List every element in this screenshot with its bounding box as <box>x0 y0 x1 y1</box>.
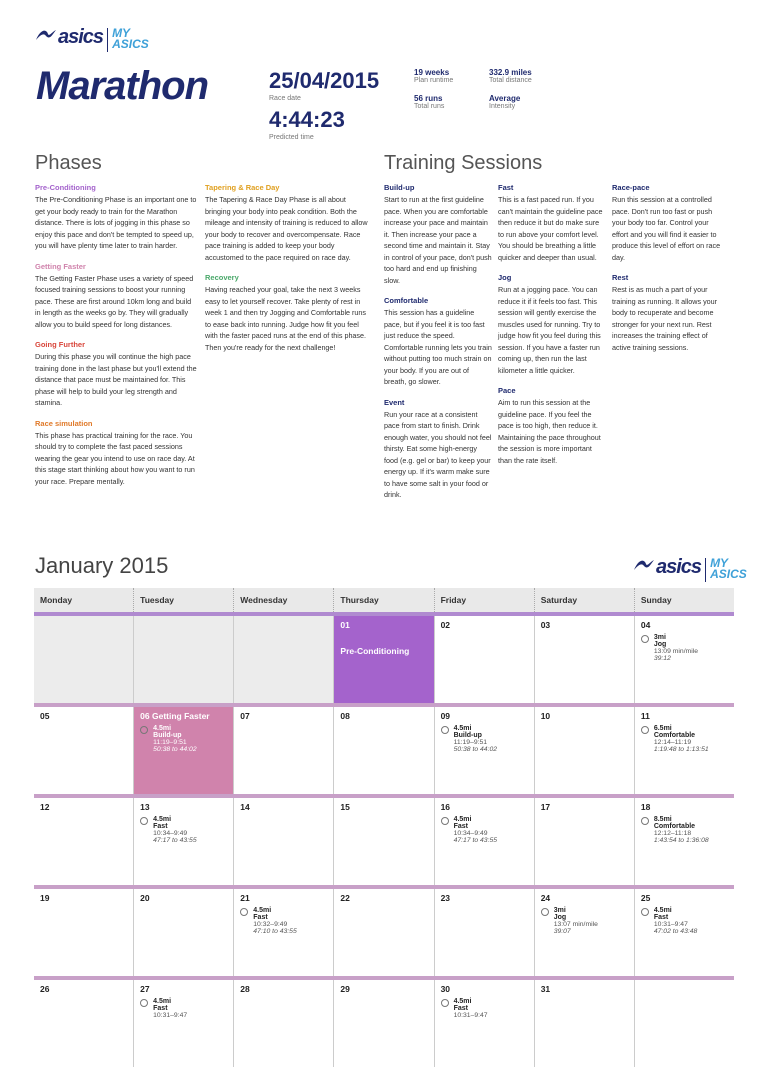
training-sessions-heading: Training Sessions <box>384 152 543 174</box>
day-number: 23 <box>440 893 451 903</box>
calendar-week <box>34 885 734 976</box>
phase-label: Getting Faster <box>151 711 210 721</box>
calendar-empty-cell <box>133 616 233 703</box>
day-number: 28 <box>240 984 250 994</box>
section-body: The Getting Faster Phase uses a variety of speed focused training sessions to boost your running pace. These are first around 10km long and build in length as the weeks go by. They will gradually allow you to build speed for long distances. <box>35 273 194 329</box>
section-body: Run your race at a consistent pace from start to finish. Drink enough water, you should not feel thirsty. Eat some high-energy food (e.g. gel or bar) to keep your energy up. If it's warm make sure to have some salt in your food or drink. <box>384 409 492 499</box>
calendar-day[interactable] <box>233 707 333 794</box>
training-column-3 <box>612 183 724 363</box>
predicted-time: 4:44:23 <box>269 107 345 132</box>
session-pace: 12:14–11:19 <box>653 739 692 746</box>
calendar-day[interactable] <box>634 798 734 885</box>
session-distance: 3mi <box>553 907 566 914</box>
calendar-week <box>34 794 734 885</box>
stat-total-runs: 56 runs Total runs <box>414 94 445 110</box>
weekday-monday: Monday <box>40 595 73 605</box>
section-body: This is a fast paced run. If you can't maintain the guideline pace then reduce it but do make sure to run above your comfort level. You should be breathing a little quicker and deeper than usual. <box>498 195 603 262</box>
section-title: Pre-Conditioning <box>35 183 96 192</box>
calendar-day[interactable] <box>233 889 333 976</box>
day-number: 31 <box>540 984 551 994</box>
asics-stripes-icon <box>34 28 58 42</box>
session-pace: 10:34–9:49 <box>453 830 488 837</box>
day-number: 04 <box>640 620 651 630</box>
session-time: 47:02 to 43:48 <box>653 928 698 935</box>
asics-stripes-icon <box>632 558 656 572</box>
session-distance: 4.5mi <box>253 907 272 914</box>
calendar-grid <box>34 588 734 1067</box>
section-title: Event <box>384 397 405 407</box>
calendar-day[interactable] <box>634 707 734 794</box>
weekday-friday: Friday <box>434 588 534 612</box>
section-title: Tapering & Race Day <box>205 183 280 192</box>
completion-checkbox-icon[interactable] <box>140 999 148 1007</box>
race-date-label: Race date <box>269 95 301 102</box>
session-type: Fast <box>453 823 468 830</box>
calendar-day[interactable] <box>534 707 634 794</box>
race-date-block <box>269 68 379 102</box>
day-number: 08 <box>340 711 350 721</box>
day-number: 19 <box>40 893 50 903</box>
section-body: Having reached your goal, take the next 3 weeks easy to let yourself recover. Take plenty of rest in week 1 and then try Jogging and Comfortable runs to ease back into running. Judge how fit you feel with the faster paced runs at the end of this phase. Then you're ready for the next challenge! <box>205 285 367 352</box>
day-number: 10 <box>540 711 551 721</box>
day-number: 17 <box>540 802 551 812</box>
day-number: 30 <box>440 984 451 994</box>
session-time: 50:38 to 44:02 <box>153 746 197 753</box>
section-body: This session has a guideline pace, but if you feel it is too fast just reduce the speed. Comfortable running lets you train without putting too much strain on your body. If you are out of breath, go slower. <box>384 308 492 386</box>
session-pace: 11:19–9:51 <box>453 739 488 746</box>
session-time: 47:10 to 43:55 <box>253 928 297 935</box>
training-session <box>441 725 528 753</box>
session-pace: 10:34–9:49 <box>153 830 188 837</box>
session-type: Build-up <box>153 732 182 739</box>
calendar-day[interactable] <box>534 798 634 885</box>
session-type: Fast <box>153 1005 168 1012</box>
day-number: 01 <box>340 620 350 630</box>
completion-checkbox-icon[interactable] <box>641 635 649 643</box>
asics-logo <box>34 28 149 52</box>
asics-wordmark: asics <box>58 26 104 48</box>
session-pace: 10:31–9:47 <box>453 1012 488 1019</box>
training-session <box>641 725 728 753</box>
session-type: Build-up <box>453 732 482 739</box>
weekday-saturday: Saturday <box>534 588 634 612</box>
session-time: 39:07 <box>553 928 571 935</box>
completion-checkbox-icon[interactable] <box>140 817 148 825</box>
calendar-day[interactable] <box>34 889 133 976</box>
session-distance: 8.5mi <box>653 816 672 823</box>
session-distance: 4.5mi <box>453 816 472 823</box>
day-number: 21 <box>240 893 250 903</box>
session-time: 50:38 to 44:02 <box>453 746 498 753</box>
section-title: Pace <box>498 386 516 395</box>
calendar-day[interactable] <box>434 798 534 885</box>
training-session <box>441 816 528 844</box>
section-title: Recovery <box>205 273 239 282</box>
day-number: 13 <box>140 802 150 812</box>
phase-label: Pre-Conditioning <box>340 646 410 656</box>
section-body: During this phase you will continue the high pace training done in the last phase but you'll extend the distance that pace must be maintained for. This phase will help to build your leg strength and stamina. <box>35 352 197 407</box>
section-title: Comfortable <box>384 296 429 305</box>
day-number: 16 <box>440 802 451 812</box>
session-pace: 13:09 min/mile <box>653 648 699 655</box>
day-number: 15 <box>340 802 350 812</box>
phases-heading: Phases <box>35 152 102 174</box>
calendar-day[interactable] <box>333 707 433 794</box>
day-number: 25 <box>640 893 651 903</box>
calendar-weekday-header <box>34 588 734 612</box>
training-session <box>641 907 728 935</box>
session-type: Fast <box>453 1005 468 1012</box>
calendar-empty-cell <box>233 616 333 703</box>
day-number: 05 <box>40 711 50 721</box>
training-session <box>641 816 728 844</box>
calendar-day[interactable] <box>333 798 433 885</box>
day-number: 14 <box>240 802 250 812</box>
calendar-day[interactable] <box>233 798 333 885</box>
completion-checkbox-icon[interactable] <box>641 908 649 916</box>
session-pace: 10:31–9:47 <box>653 921 688 928</box>
calendar-day[interactable] <box>333 616 433 703</box>
race-date: 25/04/2015 <box>269 68 380 93</box>
section-title: Race-pace <box>612 183 650 192</box>
session-type: Comfortable <box>653 823 696 830</box>
calendar-day[interactable] <box>634 616 734 703</box>
calendar-day[interactable] <box>534 616 634 703</box>
session-distance: 3mi <box>653 634 666 641</box>
section-title: Going Further <box>35 340 85 349</box>
calendar-week <box>34 703 734 794</box>
section-title: Rest <box>612 273 629 282</box>
phases-column-2 <box>205 183 368 363</box>
stat-plan-runtime: 19 weeks Plan runtime <box>414 68 454 84</box>
session-distance: 4.5mi <box>453 725 472 732</box>
phases-column-1 <box>35 183 197 497</box>
session-type: Fast <box>153 823 168 830</box>
completion-checkbox-icon[interactable] <box>441 817 449 825</box>
day-number: 29 <box>340 984 350 994</box>
session-pace: 13:07 min/mile <box>553 921 598 928</box>
section-body: Aim to run this session at the guideline pace. If you feel the pace is too high, then reduce it. Maintaining the pace throughout the session is more important than the rate itself. <box>498 398 601 465</box>
day-number: 02 <box>440 620 451 630</box>
session-distance: 6.5mi <box>653 725 672 732</box>
section-title: Getting Faster <box>35 261 86 271</box>
session-distance: 4.5mi <box>153 816 172 823</box>
day-number: 22 <box>340 893 350 903</box>
section-body: Run at a jogging pace. You can reduce it if it feels too fast. This session will gently exercise the muscles used for running. Try to judge how fit you feel during this session. If you have a faster run coming up, then run the last kilometer a little quicker. <box>498 285 601 375</box>
weekday-thursday: Thursday <box>333 588 433 612</box>
calendar-day[interactable] <box>133 889 233 976</box>
completion-checkbox-icon[interactable] <box>641 726 649 734</box>
session-type: Fast <box>253 914 268 921</box>
session-time: 39:12 <box>653 655 671 662</box>
my-asics-mark: MY ASICS <box>710 556 747 581</box>
calendar-day[interactable] <box>34 707 133 794</box>
training-column-2 <box>498 183 606 476</box>
completion-checkbox-icon[interactable] <box>641 817 649 825</box>
section-title: Build-up <box>384 183 415 192</box>
day-number: 11 <box>640 711 650 721</box>
section-title: Fast <box>498 183 514 192</box>
weekday-wednesday: Wednesday <box>233 588 333 612</box>
session-pace: 10:32–9:49 <box>253 921 288 928</box>
training-session <box>641 634 728 662</box>
predicted-time-label: Predicted time <box>269 134 314 141</box>
weekday-sunday: Sunday <box>634 588 734 612</box>
calendar-day[interactable] <box>534 889 634 976</box>
session-type: Fast <box>653 914 669 921</box>
calendar-day[interactable] <box>434 616 534 703</box>
section-body: Run this session at a controlled pace. Don't run too fast or push your body too far. Control your effort and you will find it easier to produce this level of effort on race day. <box>612 195 721 262</box>
session-distance: 4.5mi <box>653 907 672 914</box>
session-time: 47:17 to 43:55 <box>153 837 197 844</box>
section-body: This phase has practical training for the race. You should try to complete the fast paced sessions wearing the gear you intend to use on race day. At this stage start thinking about how you want to run your race. Prepare mentally. <box>35 430 195 486</box>
section-title: Jog <box>498 273 512 282</box>
day-number: 26 <box>40 984 50 994</box>
training-session <box>441 998 528 1019</box>
section-title: Race simulation <box>35 418 93 428</box>
section-body: Start to run at the first guideline pace. When you are comfortable increase your pace and maintain it. Then increase your pace a second time and maintain it. Stay in control of your pace, don't push too hard and end up finishing slow. <box>384 195 492 285</box>
session-distance: 4.5mi <box>153 998 172 1005</box>
calendar-day[interactable] <box>634 889 734 976</box>
session-type: Comfortable <box>653 732 696 739</box>
calendar-month-title: January 2015 <box>35 553 169 578</box>
calendar-day[interactable] <box>34 798 133 885</box>
stat-total-distance: 332.9 miles Total distance <box>489 68 532 84</box>
weekday-tuesday: Tuesday <box>133 588 233 612</box>
session-time: 1:19:48 to 1:13:51 <box>653 746 709 753</box>
day-number: 27 <box>140 984 150 994</box>
calendar-empty-cell <box>34 616 133 703</box>
completion-checkbox-icon[interactable] <box>441 726 449 734</box>
section-body: Rest is as much a part of your training as running. It allows your body to recuperate and become stronger for your next run. Rest increases the training effect of active training sessions. <box>612 285 718 352</box>
session-pace: 10:31–9:47 <box>153 1012 188 1019</box>
day-number: 03 <box>540 620 551 630</box>
day-number: 20 <box>140 893 150 903</box>
predicted-time-block <box>269 107 345 141</box>
training-column-1 <box>384 183 492 511</box>
session-pace: 12:12–11:18 <box>653 830 692 837</box>
completion-checkbox-icon[interactable] <box>541 908 549 916</box>
session-type: Jog <box>653 641 667 648</box>
my-asics-mark: MY ASICS <box>112 26 149 51</box>
session-distance: 4.5mi <box>153 725 172 732</box>
calendar-day[interactable] <box>434 889 534 976</box>
asics-wordmark: asics <box>656 556 702 578</box>
calendar-week <box>34 612 734 703</box>
session-pace: 11:19–9:51 <box>153 739 187 746</box>
section-body: The Tapering & Race Day Phase is all about bringing your body into peak condition. Both the mileage and intensity of training is reduced to allow your body to recover and overcompensate. Race pace training is added to keep your body accustomed to the pace required on race day. <box>205 195 368 262</box>
day-number: 24 <box>540 893 551 903</box>
training-session <box>140 725 227 753</box>
calendar-day[interactable] <box>133 798 233 885</box>
stat-intensity: Average Intensity <box>489 94 521 110</box>
completion-checkbox-icon[interactable] <box>441 999 449 1007</box>
asics-logo-calendar <box>632 558 747 582</box>
day-number: 06 Getting Faster <box>140 711 210 721</box>
session-distance: 4.5mi <box>453 998 472 1005</box>
calendar-week <box>34 976 734 1067</box>
day-number: 07 <box>240 711 250 721</box>
training-session <box>240 907 327 935</box>
page-title: Marathon <box>36 64 208 108</box>
day-number: 09 <box>440 711 451 721</box>
training-session <box>140 816 227 844</box>
calendar-day[interactable] <box>133 707 233 794</box>
completion-checkbox-icon[interactable] <box>240 908 248 916</box>
session-time: 1:43:54 to 1:36:08 <box>653 837 709 844</box>
training-session <box>140 998 227 1019</box>
session-type: Jog <box>553 914 567 921</box>
training-session <box>541 907 628 935</box>
calendar-day[interactable] <box>434 707 534 794</box>
section-body: The Pre-Conditioning Phase is an important one to get your body ready to train for the Marathon distance. There is lots of jogging in this phase so enjoy this pace and don't be tempted to speed up, you will have plenty time later to train harder. <box>35 195 197 250</box>
day-number: 18 <box>640 802 651 812</box>
session-time: 47:17 to 43:55 <box>453 837 498 844</box>
completion-checkbox-icon[interactable] <box>140 726 148 734</box>
calendar-day[interactable] <box>333 889 433 976</box>
day-number: 12 <box>40 802 50 812</box>
